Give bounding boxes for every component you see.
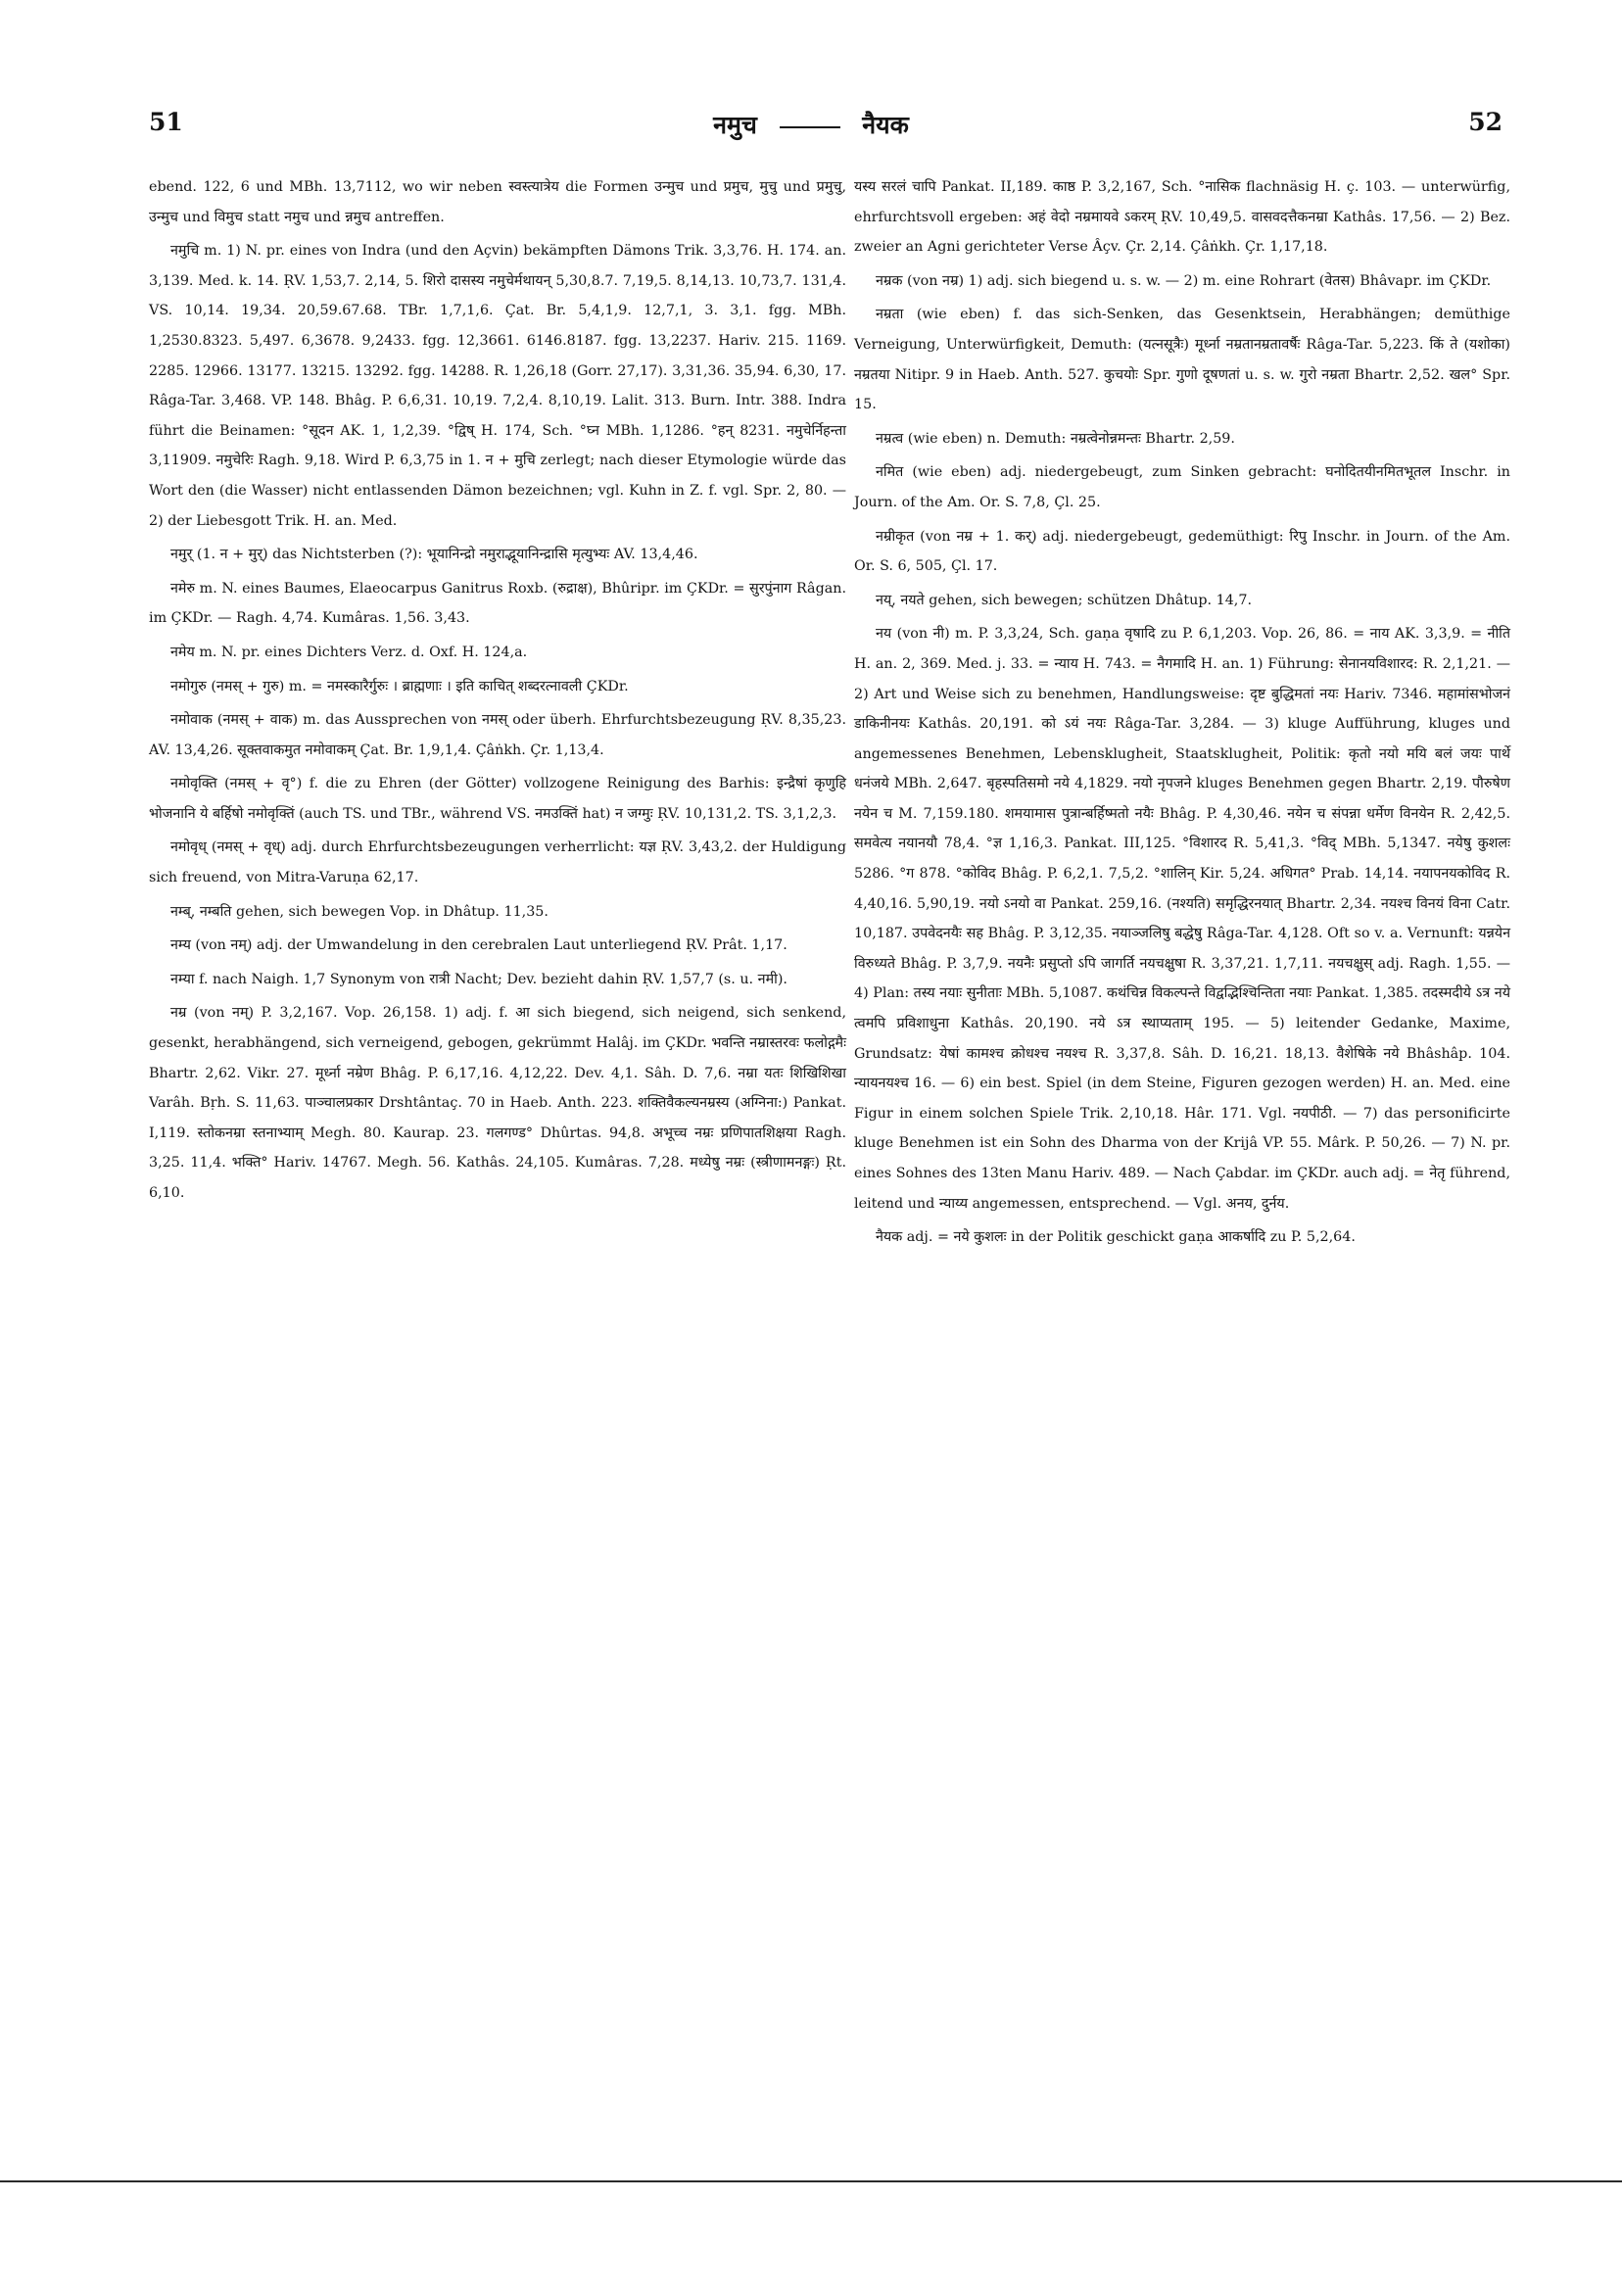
- entry-namuci: नमुचि m. 1) N. pr. eines von Indra (und den Açvin) bekämpften Dämons Trik. 3,3,76. H. 174. an. 3,139. Med. k. 14. ṚV. 1,53,7. 2,14, 5. शिरो दासस्य नमुचेर्मथायन् 5,30,8.7. 7,19,5. 8,14,13. 10,73,7. 131,4. VS. 10,14. 19,34. 20,59.67.68. TBr. 1,7,1,6. Çat. Br. 5,4,1,9. 12,7,1, 3. 3,1. fgg. MBh. 1,2530.8323. 5,497. 6,3678. 9,2433. fgg. 12,3661. 6146.8187. fgg. 13,2237. Hariv. 215. 1169. 2285. 12966. 13177. 13215. 13292. fgg. 14288. R. 1,26,18 (Gorr. 27,17). 3,31,36. 35,94. 6,30, 17. Râga-Tar. 3,468. VP. 148. Bhâg. P. 6,6,31. 10,19. 7,2,4. 8,10,19. Lalit. 313. Burn. Intr. 388. Indra führt die Beinamen: °सूदन AK. 1, 1,2,39. °द्विष् H. 174, Sch. °घ्न MBh. 1,1286. °हन् 8231. नमुचेर्निहन्ता 3,11909. नमुचेरिः Ragh. 9,18. Wird P. 6,3,75 in 1. न + मुचि zerlegt; nach dieser Etymologie würde das Wort den (die Wasser) nicht entlassenden Dämon bezeichnen; vgl. Kuhn in Z. f. vgl. Spr. 2, 80. — 2) der Liebesgott Trik. H. an. Med.: [149, 243, 846, 529]
- entry-nay-verb: नय्, नयते gehen, sich bewegen; schützen Dhâtup. 14,7.: [876, 592, 1252, 608]
- guide-words: [0, 108, 1622, 141]
- entry-continuation: ebend. 122, 6 und MBh. 13,7112, wo wir neben स्वस्त्यात्रेय die Formen उन्मुच und प्रमुच, मुचु und प्रमुचु, उन्मुच und विमुच statt नमुच und न्नमुच antreffen.: [149, 179, 846, 225]
- page-number-left: 51: [149, 108, 183, 136]
- entry-naiyaka: नैयक adj. = नये कुशलः in der Politik geschickt gaṇa आकर्षादि zu P. 5,2,64.: [876, 1229, 1356, 1246]
- entry-naya: नय (von नी) m. P. 3,3,24, Sch. gaṇa वृषादि zu P. 6,1,203. Vop. 26, 86. = नाय AK. 3,3,9. = नीति H. an. 2, 369. Med. j. 33. = न्याय H. 743. = नैगमादि H. an. 1) Führung: सेनानयविशारद: R. 2,1,21. — 2) Art und Weise sich zu benehmen, Handlungsweise: दृष्ट बुद्धिमतां नयः Hariv. 7346. महामांसभोजनं डाकिनीनयः Kathâs. 20,191. को ऽयं नयः Râga-Tar. 3,284. — 3) kluge Aufführung, kluges und angemessenes Benehmen, Lebensklugheit, Staatsklugheit, Politik: कृतो नयो मयि बलं जयः पार्थे धनंजये MBh. 2,647. बृहस्पतिसमो नये 4,1829. नयो नृपजने kluges Benehmen gegen Bhartr. 2,19. पौरुषेण नयेन च M. 7,159.180. शमयामास पुत्रान्बर्हिष्मतो नयैः Bhâg. P. 4,30,46. नयेन च संपन्ना धर्मेण विनयेन R. 2,42,5. समवेत्य नयानयौ 78,4. °ज्ञ 1,16,3. Pankat. III,125. °विशारद R. 5,41,3. °विद् MBh. 5,1347. नयेषु कुशलः 5286. °ग 878. °कोविद Bhâg. P. 6,2,1. 7,5,2. °शालिन् Kir. 5,24. अधिगत° Prab. 14,14. नयापनयकोविद R. 4,40,16. 5,90,19. नयो ऽनयो वा Pankat. 259,16. (नश्यति) समृद्धिरनयात् Bhartr. 2,34. नयश्च विनयं विना Catr. 10,187. उपवेदनयैः सह Bhâg. P. 3,12,35. नयाञ्जलिषु बद्धेषु Râga-Tar. 4,128. Oft so v. a. Vernunft: यन्नयेन विरुध्यते Bhâg. P. 3,7,9. नयनैः प्रसुप्तो ऽपि जागर्ति नयचक्षुषा R. 3,37,21. 1,7,11. नयचक्षुस् adj. Ragh. 1,55. — 4) Plan: तस्य नयाः सुनीताः MBh. 5,1087. कथंचिन्न विकल्पन्ते विद्वद्भिश्चिन्तिता नयाः Pankat. 1,385. तदस्मदीये ऽत्र नये त्वमपि प्रविशाधुना Kathâs. 20,190. नये ऽत्र स्थाप्यताम् 195. — 5) leitender Gedanke, Maxime, Grundsatz: येषां कामश्च क्रोधश्च नयश्च R. 3,37,8. Sâh. D. 16,21. 18,13. वैशेषिके नये Bhâshâp. 104. न्यायनयश्च 16. — 6) ein best. Spiel (in dem Steine, Figuren gezogen werden) H. an. Med. eine Figur in einem solchen Spiele Trik. 2,10,18. Hâr. 171. Vgl. नयपीठी. — 7) das personificirte kluge Benehmen ist ein Sohn des Dharma von der Krijâ VP. 55. Mârk. P. 50,26. — 7) N. pr. eines Sohnes des 13ten Manu Hariv. 489. — Nach Çabdar. im ÇKDr. auch adj. = नेतृ führend, leitend und न्याय्य angemessen, entsprechend. — Vgl. अनय, दुर्नय.: [854, 626, 1510, 1212]
- entry-namrata: नम्रता (wie eben) f. das sich-Senken, das Gesenktsein, Herabhängen; demüthige Verneigung, Unterwürfigkeit, Demuth: (यत्नसूत्रैः) मूर्ध्ना नम्रतानम्रतावर्षैः Râga-Tar. 5,223. किं ते (यशोका) नम्रतया Nitipr. 9 in Haeb. Anth. 527. कुचयोः Spr. गुणो दूषणतां u. s. w. गुरो नम्रता Bhartr. 2,52. खल° Spr. 15.: [854, 307, 1510, 413]
- guide-word-first: नमुच: [713, 111, 757, 139]
- entry-namraka: नम्रक (von नम्र) 1) adj. sich biegend u. s. w. — 2) m. eine Rohrart (वेतस) Bhâvapr. im ÇKDr.: [876, 272, 1492, 289]
- footer-rule: [0, 2180, 1622, 2182]
- entry-namur: नमुर् (1. न + मुर्) das Nichtsterben (?): भूयानिन्द्रो नमुराद्भूयानिन्द्रासि मृत्युभ्यः AV. 13,4,46.: [170, 547, 698, 563]
- entry-namita: नमित (wie eben) adj. niedergebeugt, zum Sinken gebracht: घनोदितयीनमितभूतल Inschr. in Journ. of the Am. Or. S. 7,8, Çl. 25.: [854, 464, 1510, 510]
- entry-nameya: नमेय m. N. pr. eines Dichters Verz. d. Oxf. H. 124,a.: [170, 644, 528, 660]
- left-column: [149, 172, 846, 1213]
- entry-namovrdh: नमोवृध् (नमस् + वृध्) adj. durch Ehrfurchtsbezeugungen verherrlicht: यज्ञ ṚV. 3,43,2. der Huldigung sich freuend, von Mitra-Varuṇa 62,17.: [149, 839, 846, 886]
- page-number-right: 52: [1468, 108, 1503, 136]
- entry-namra-continued: यस्य सरलं चापि Pankat. II,189. काष्ठ P. 3,2,167, Sch. °नासिक flachnäsig H. ç. 103. — unterwürfig, ehrfurchtsvoll ergeben: अहं वेदो नम्रमायवे ऽकरम् ṚV. 10,49,5. वासवदत्तैकनम्रा Kathâs. 17,56. — 2) Bez. zweier an Agni gerichteter Verse Âçv. Çr. 2,14. Çâṅkh. Çr. 1,17,18.: [854, 179, 1510, 256]
- entry-namya-f: नम्या f. nach Naigh. 1,7 Synonym von रात्री Nacht; Dev. bezieht dahin ṚV. 1,57,7 (s. u. नमी).: [170, 971, 787, 987]
- right-column: [854, 172, 1510, 1257]
- entry-namovaka: नमोवाक (नमस् + वाक) m. das Aussprechen von नमस् oder überh. Ehrfurchtsbezeugung ṚV. 8,35,23. AV. 13,4,26. सूक्तवाकमुत नमोवाकम् Çat. Br. 1,9,1,4. Çâṅkh. Çr. 1,13,4.: [149, 712, 846, 758]
- entry-namb: नम्ब्, नम्बति gehen, sich bewegen Vop. in Dhâtup. 11,35.: [170, 903, 549, 920]
- entry-namra: नम्र (von नम्) P. 3,2,167. Vop. 26,158. 1) adj. f. आ sich biegend, sich neigend, sich senkend, gesenkt, herabhängend, sich verneigend, gebogen, gekrümmt Halâj. im ÇKDr. भवन्ति नम्रास्तरवः फलोद्गमैः Bhartr. 2,62. Vikr. 27. मूर्ध्ना नम्रेण Bhâg. P. 6,17,16. 4,12,22. Dev. 4,1. Sâh. D. 7,6. नम्रा यतः शिखिशिखा Varâh. Bṛh. S. 11,63. पाञ्चालप्रकार Drshtântaç. 70 in Haeb. Anth. 223. शक्तिवैकल्यनम्रस्य (अग्निना:) Pankat. I,119. स्तोकनम्रा स्तनाभ्याम् Megh. 80. Kaurap. 23. गलगण्ड° Dhûrtas. 94,8. अभूच्च नम्रः प्रणिपातशिक्षया Ragh. 3,25. 11,4. भक्ति° Hariv. 14767. Megh. 56. Kathâs. 24,105. Kumâras. 7,28. मध्येषु नम्रः (स्त्रीणामनङ्गः) Ṛt. 6,10.: [149, 1005, 846, 1201]
- entry-namratva: नम्रत्व (wie eben) n. Demuth: नम्रत्वेनोन्नमन्तः Bhartr. 2,59.: [876, 430, 1235, 447]
- entry-namoguru: नमोगुरु (नमस् + गुरु) m. = नमस्कारैर्गुरुः । ब्राह्मणाः । इति काचित् शब्दरत्नावली ÇKDr.: [170, 678, 629, 694]
- entry-namrikrta: नम्रीकृत (von नम्र + 1. कर्) adj. niedergebeugt, gedemüthigt: रिपु Inschr. in Journ. of the Am. Or. S. 6, 505, Çl. 17.: [854, 528, 1510, 575]
- guide-dash: [780, 126, 840, 128]
- running-header: [0, 108, 1622, 147]
- guide-word-last: नैयक: [862, 111, 909, 139]
- entry-namovrkti: नमोवृक्ति (नमस् + वृ°) f. die zu Ehren (der Götter) vollzogene Reinigung des Barhis: इन्द्रैषां कृणुहि भोजनानि ये बर्हिषो नमोवृक्तिं (auch TS. und TBr., während VS. नमउक्तिं hat) न जग्मुः ṚV. 10,131,2. TS. 3,1,2,3.: [149, 776, 846, 822]
- entry-namya: नम्य (von नम्) adj. der Umwandelung in den cerebralen Laut unterliegend ṚV. Prât. 1,17.: [170, 937, 787, 954]
- entry-nameru: नमेरु m. N. eines Baumes, Elaeocarpus Ganitrus Roxb. (रुद्राक्ष), Bhûripr. im ÇKDr. = सुरपुंनाग Râgan. im ÇKDr. — Ragh. 4,74. Kumâras. 1,56. 3,43.: [149, 580, 846, 627]
